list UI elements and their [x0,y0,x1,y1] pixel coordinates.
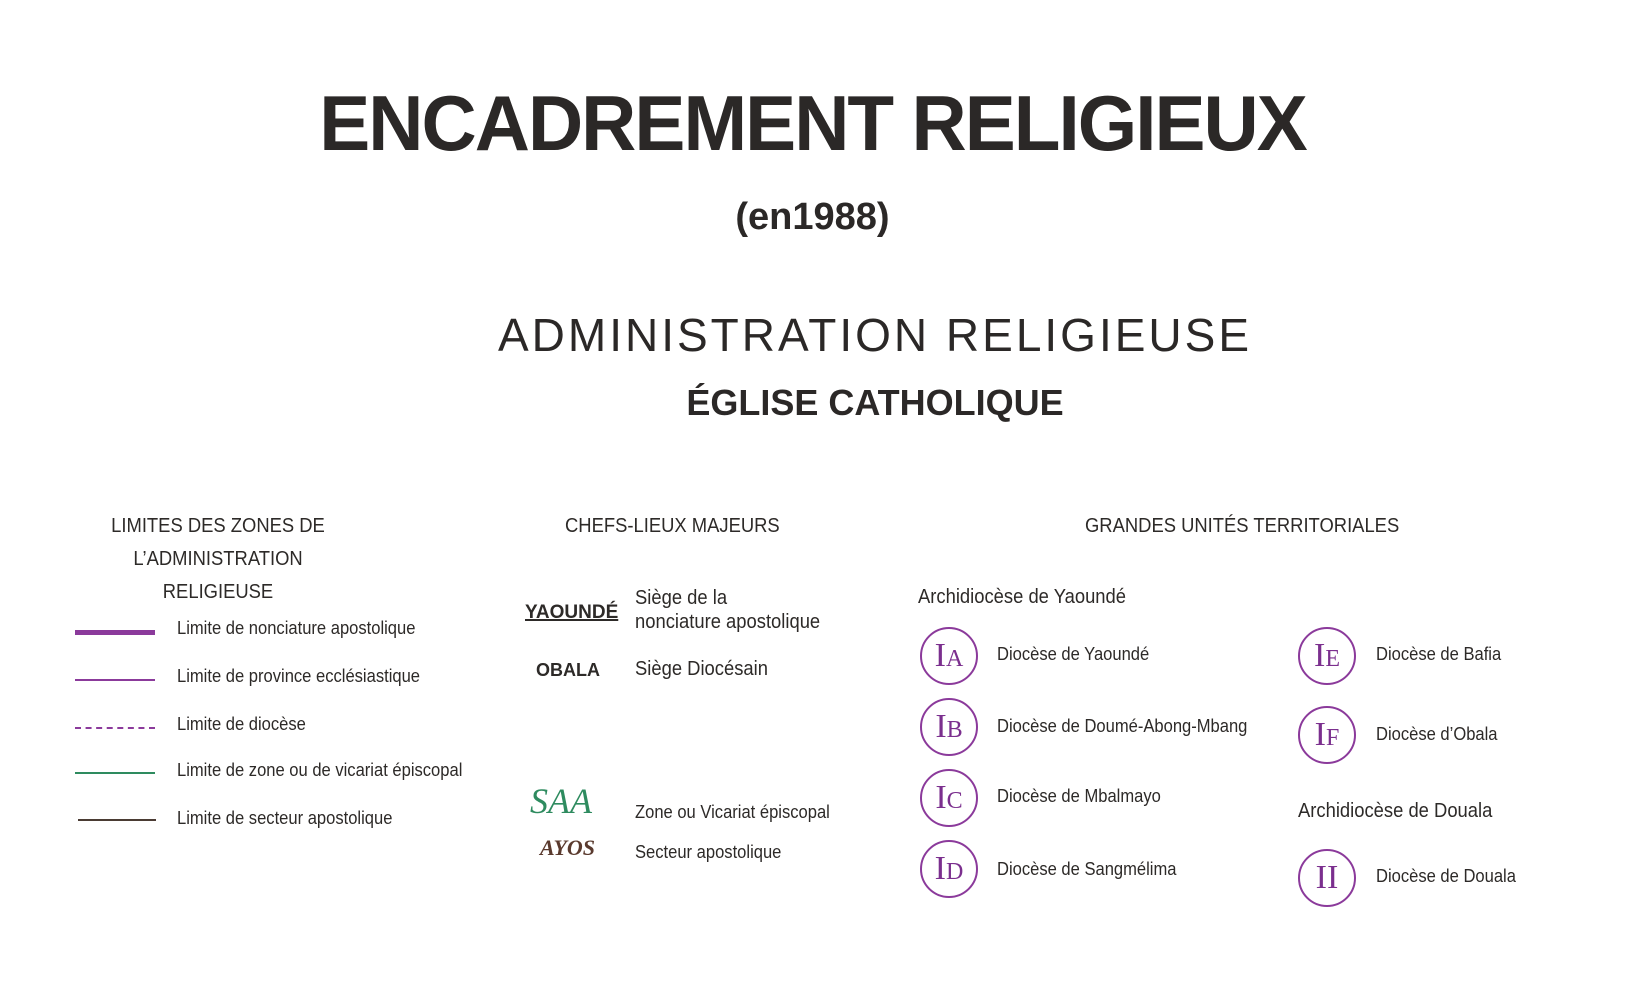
limits-heading [80,510,356,609]
badge-main: I [934,850,946,887]
badge-main: I [1314,716,1326,753]
capitals-heading: CHEFS-LIEUX MAJEURS [565,515,780,537]
capital-sample-yaounde: YAOUNDÉ [525,602,619,623]
church-title: ÉGLISE CATHOLIQUE [686,382,1064,423]
diocese-label: Diocèse de Sangmélima [997,859,1177,879]
diocese-label: Diocèse de Yaoundé [997,644,1150,664]
diocese-badge-ie [1298,627,1356,685]
nunciature-limit-line [75,630,155,635]
legend-label: Limite de secteur apostolique [177,808,393,828]
map-year: (en1988) [735,196,890,238]
archdiocese-yaounde-label: Archidiocèse de Yaoundé [918,586,1127,608]
legend-label: Limite de diocèse [177,714,306,734]
capital-sample-saa: SAA [530,781,592,821]
diocese-badge-ib [920,698,978,756]
diocese-label: Diocèse de Doumé-Abong-Mbang [997,716,1248,736]
diocese-badge-ic [920,769,978,827]
capital-desc [635,586,820,634]
sector-limit-line [78,819,156,821]
diocese-label: Diocèse de Mbalmayo [997,786,1161,806]
section-title: ADMINISTRATION RELIGIEUSE [497,309,1253,361]
capital-desc: Zone ou Vicariat épiscopal [635,802,830,822]
archdiocese-douala-label: Archidiocèse de Douala [1298,800,1493,822]
vicariate-limit-line [75,772,155,774]
legend-label: Limite de zone ou de vicariat épiscopal [177,760,463,780]
diocese-badge-ii [1298,849,1356,907]
capital-desc-line2: nonciature apostolique [635,611,821,633]
capital-desc-line1: Siège de la [635,587,728,609]
badge-sub: F [1325,725,1340,751]
badge-sub: B [946,717,963,743]
territories-heading: GRANDES UNITÉS TERRITORIALES [1085,515,1400,537]
badge-sub: A [945,646,964,672]
limits-heading-line2: L’ADMINISTRATION RELIGIEUSE [133,548,303,603]
capital-sample-obala: OBALA [536,660,600,680]
diocese-badge-id [920,840,978,898]
badge-sub: E [1325,646,1340,672]
diocese-label: Diocèse de Douala [1376,866,1516,886]
badge-main: I [935,708,947,745]
badge-sub: D [945,859,964,885]
diocese-label: Diocèse d’Obala [1376,724,1498,744]
badge-main: II [1315,859,1339,896]
badge-main: I [934,637,946,674]
badge-sub: C [946,788,963,814]
capital-desc: Siège Diocésain [635,658,768,680]
legend-label: Limite de province ecclésiastique [177,666,421,686]
map-title: ENCADREMENT RELIGIEUX [319,79,1306,167]
diocese-limit-line [75,727,155,729]
badge-main: I [935,779,947,816]
badge-main: I [1314,637,1326,674]
diocese-label: Diocèse de Bafia [1376,644,1502,664]
limits-heading-line1: LIMITES DES ZONES DE [111,515,325,537]
capital-sample-ayos: AYOS [540,835,596,860]
capital-desc: Secteur apostolique [635,842,782,862]
diocese-badge-ia [920,627,978,685]
province-limit-line [75,679,155,681]
legend-label: Limite de nonciature apostolique [177,618,416,638]
diocese-badge-if [1298,706,1356,764]
